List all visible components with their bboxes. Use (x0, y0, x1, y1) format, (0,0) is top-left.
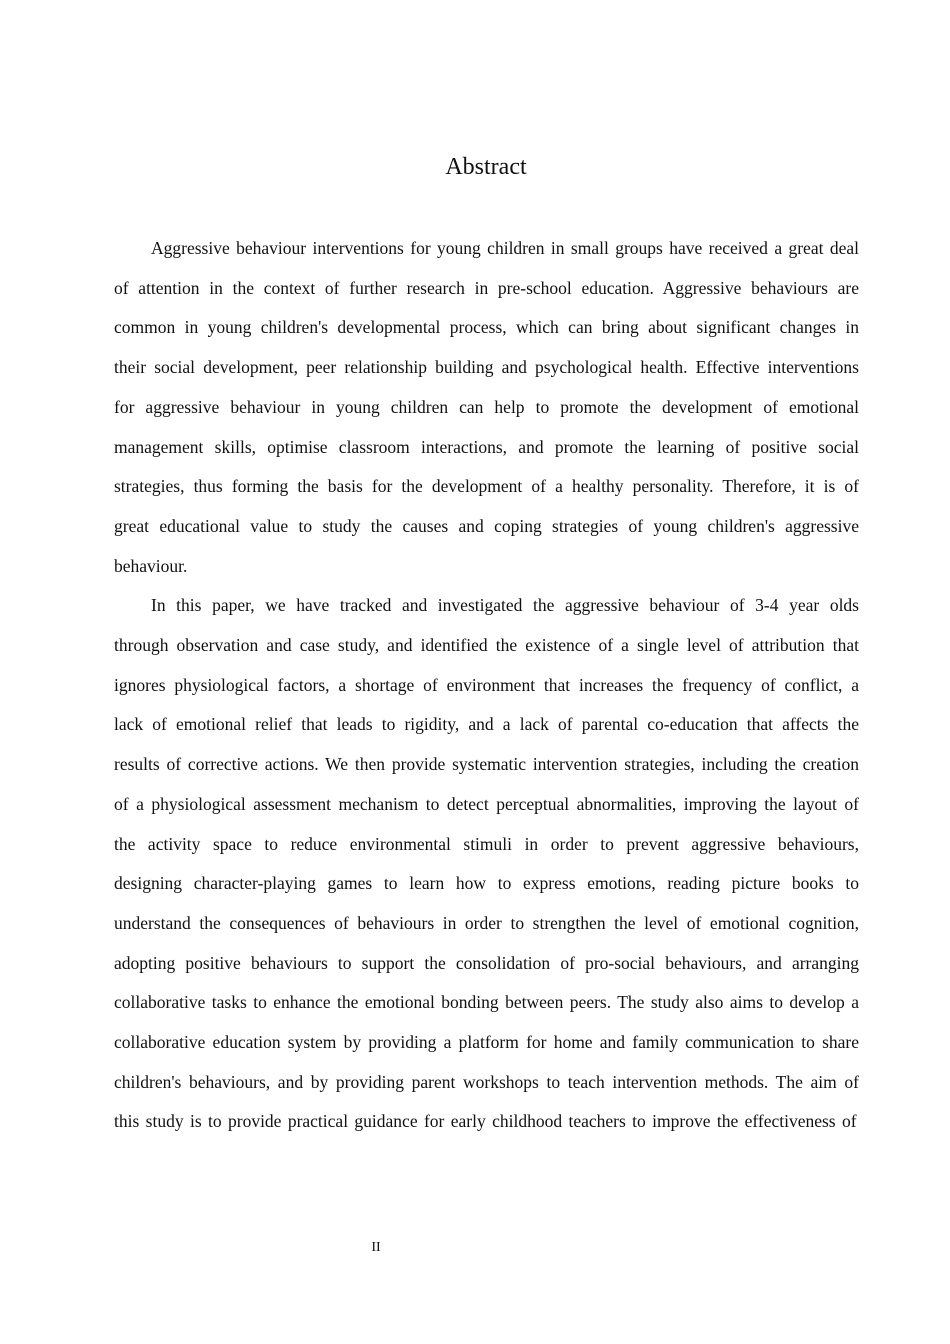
page-number: II (371, 1240, 381, 1255)
abstract-body (114, 229, 859, 1142)
abstract-paragraph-1: Aggressive behaviour interventions for young children in small groups have received a great deal of attention in the context of further research in pre-school education. Aggressive behaviours are common in young children's developmental process, which can bring about significant changes in their social development, peer relationship building and psychological health. Effective interventions for aggressive behaviour in young children can help to promote the development of emotional management skills, optimise classroom interactions, and promote the learning of positive social strategies, thus forming the basis for the development of a healthy personality. Therefore, it is of great educational value to study the causes and coping strategies of young children's aggressive behaviour. (114, 238, 859, 576)
page-title: Abstract (445, 154, 527, 180)
abstract-paragraph-2: In this paper, we have tracked and investigated the aggressive behaviour of 3-4 year olds through observation and case study, and identified the existence of a single level of attribution that ignores physiological factors, a shortage of environment that increases the frequency of conflict, a lack of emotional relief that leads to rigidity, and a lack of parental co-education that affects the results of corrective actions. We then provide systematic intervention strategies, including the creation of a physiological assessment mechanism to detect perceptual abnormalities, improving the layout of the activity space to reduce environmental stimuli in order to prevent aggressive behaviours, designing character-playing games to learn how to express emotions, reading picture books to understand the consequences of behaviours in order to strengthen the level of emotional cognition, adopting positive behaviours to support the consolidation of pro-social behaviours, and arranging collaborative tasks to enhance the emotional bonding between peers. The study also aims to develop a collaborative education system by providing a platform for home and family communication to share children's behaviours, and by providing parent workshops to teach intervention methods. The aim of this study is to provide practical guidance for early childhood teachers to improve the effectiveness of (114, 595, 859, 1132)
